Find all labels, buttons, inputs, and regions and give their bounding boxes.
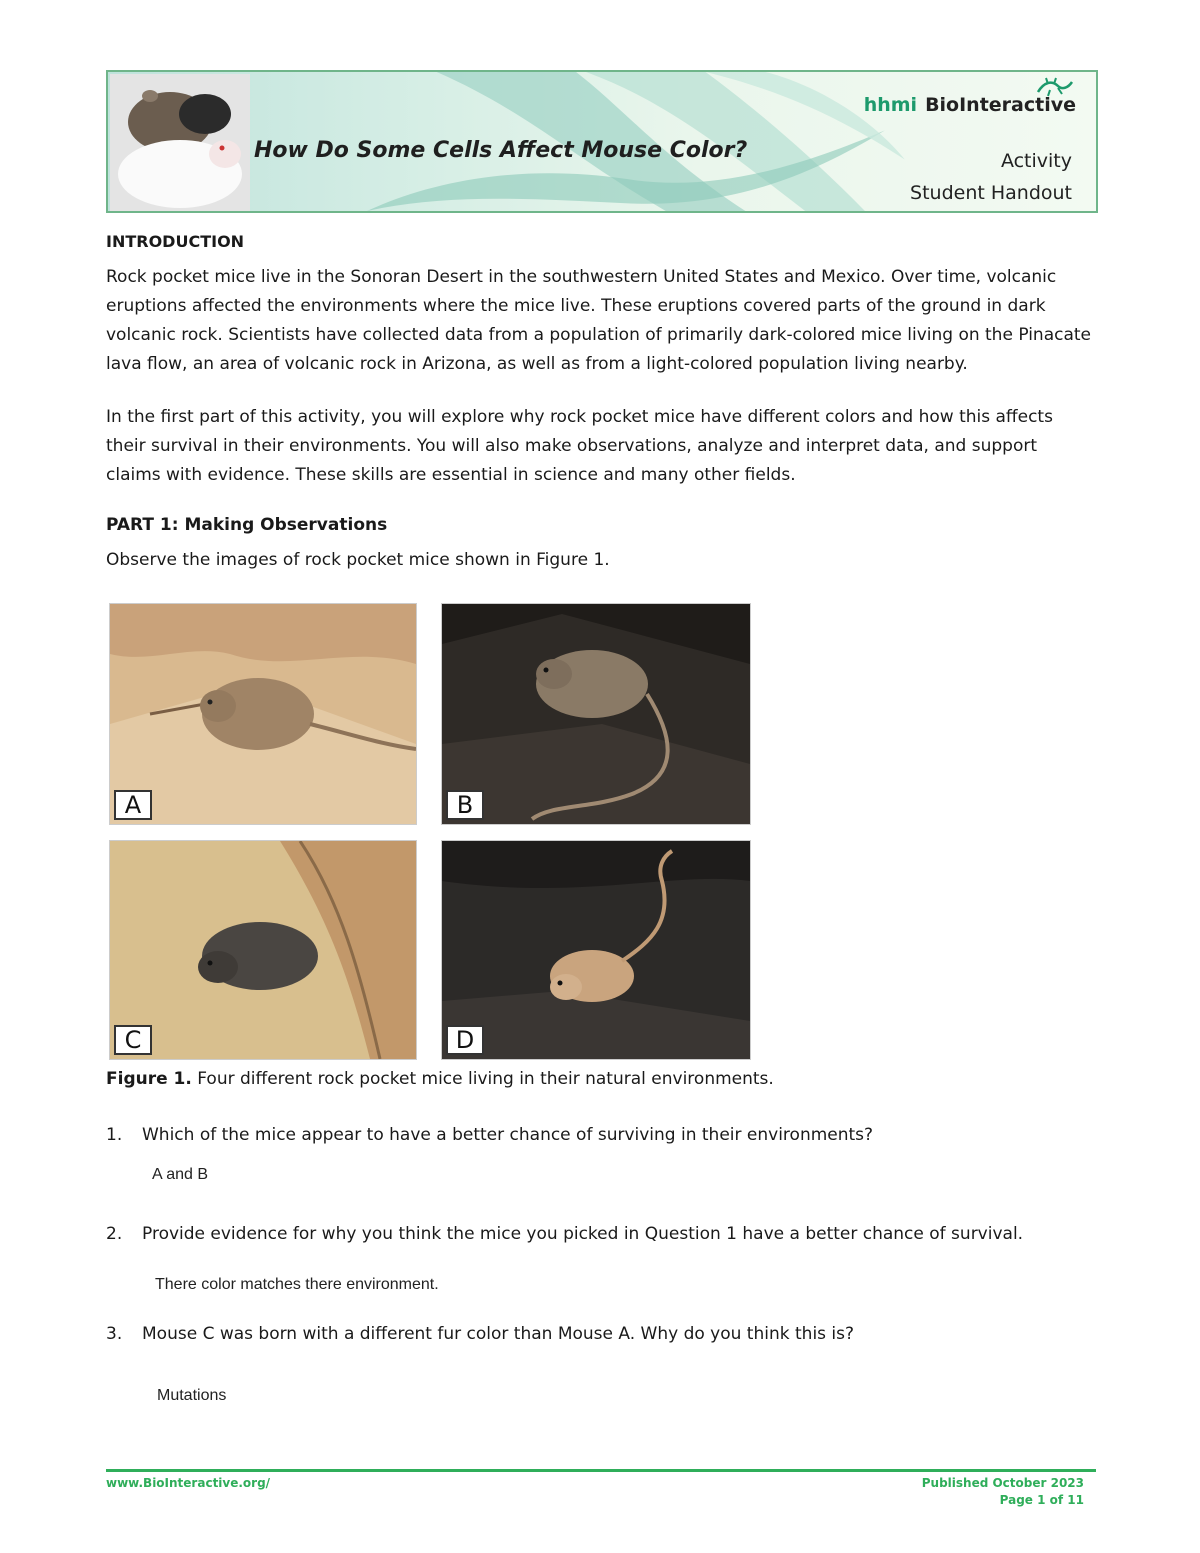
question-2 xyxy=(106,1224,1023,1244)
question-text: Mouse C was born with a different fur color than Mouse A. Why do you think this is? xyxy=(142,1324,855,1344)
question-3 xyxy=(106,1324,854,1344)
figure-photo-d xyxy=(441,840,751,1060)
mice-illustration xyxy=(110,74,250,211)
part1-instruction: Observe the images of rock pocket mice shown in Figure 1. xyxy=(106,550,610,570)
figure-label-c: C xyxy=(114,1025,152,1055)
intro-paragraph-2: In the first part of this activity, you will explore why rock pocket mice have different colors and how this affects their survival in their environments. You will also make observations, analyze and interpret data, and support claims with evidence. These skills are essential in science and many other fields. xyxy=(106,407,1053,485)
intro-heading: INTRODUCTION xyxy=(106,232,245,251)
question-text: Which of the mice appear to have a better chance of surviving in their environments? xyxy=(142,1125,874,1145)
figure-label-d: D xyxy=(446,1025,484,1055)
question-1 xyxy=(106,1125,873,1145)
answer-2[interactable]: There color matches there environment. xyxy=(155,1276,439,1293)
figure-caption-label: Figure 1. xyxy=(106,1069,192,1089)
logo-hhmi: hhmi xyxy=(863,94,918,116)
photo-a-scene xyxy=(110,604,416,824)
header-banner xyxy=(106,70,1098,213)
banner-mouse-photo xyxy=(110,74,250,211)
footer-url-link[interactable]: www.BioInteractive.org/ xyxy=(106,1476,271,1490)
question-number: 1. xyxy=(106,1125,123,1145)
figure-photo-a xyxy=(109,603,417,825)
footer-divider xyxy=(106,1469,1096,1472)
question-number: 3. xyxy=(106,1324,123,1344)
logo-biointeractive: BioInteractive xyxy=(925,94,1076,116)
answer-3[interactable]: Mutations xyxy=(157,1387,227,1404)
biointeractive-logo xyxy=(864,94,1076,116)
footer-published-date: Published October 2023 xyxy=(921,1476,1084,1490)
photo-d-scene xyxy=(442,841,750,1059)
question-text: Provide evidence for why you think the mice you picked in Question 1 have a better chance of survival. xyxy=(142,1224,1024,1244)
figure-caption xyxy=(106,1069,1096,1089)
figure-photo-c xyxy=(109,840,417,1060)
doc-type-label: Activity xyxy=(1000,150,1072,172)
figure-caption-text: Four different rock pocket mice living in their natural environments. xyxy=(191,1069,774,1089)
page-title: How Do Some Cells Affect Mouse Color? xyxy=(254,138,748,163)
figure-photo-b xyxy=(441,603,751,825)
photo-c-scene xyxy=(110,841,416,1059)
intro-paragraph-1: Rock pocket mice live in the Sonoran Desert in the southwestern United States and Mexico. Over time, volcanic eruptions affected the environments where the mice live. These eruptions covered parts of the ground in dark volcanic rock. Scientists have collected data from a population of primarily dark-colored mice living on the Pinacate lava flow, an area of volcanic rock in Arizona, as well as from a light-colored population living nearby. xyxy=(106,267,1092,374)
doc-subtype-label: Student Handout xyxy=(910,182,1072,204)
figure-label-b: B xyxy=(446,790,484,820)
question-number: 2. xyxy=(106,1224,123,1244)
photo-b-scene xyxy=(442,604,750,824)
answer-1[interactable]: A and B xyxy=(152,1166,209,1183)
figure-label-a: A xyxy=(114,790,152,820)
footer-page-number: Page 1 of 11 xyxy=(999,1493,1084,1507)
part1-heading: PART 1: Making Observations xyxy=(106,515,388,535)
